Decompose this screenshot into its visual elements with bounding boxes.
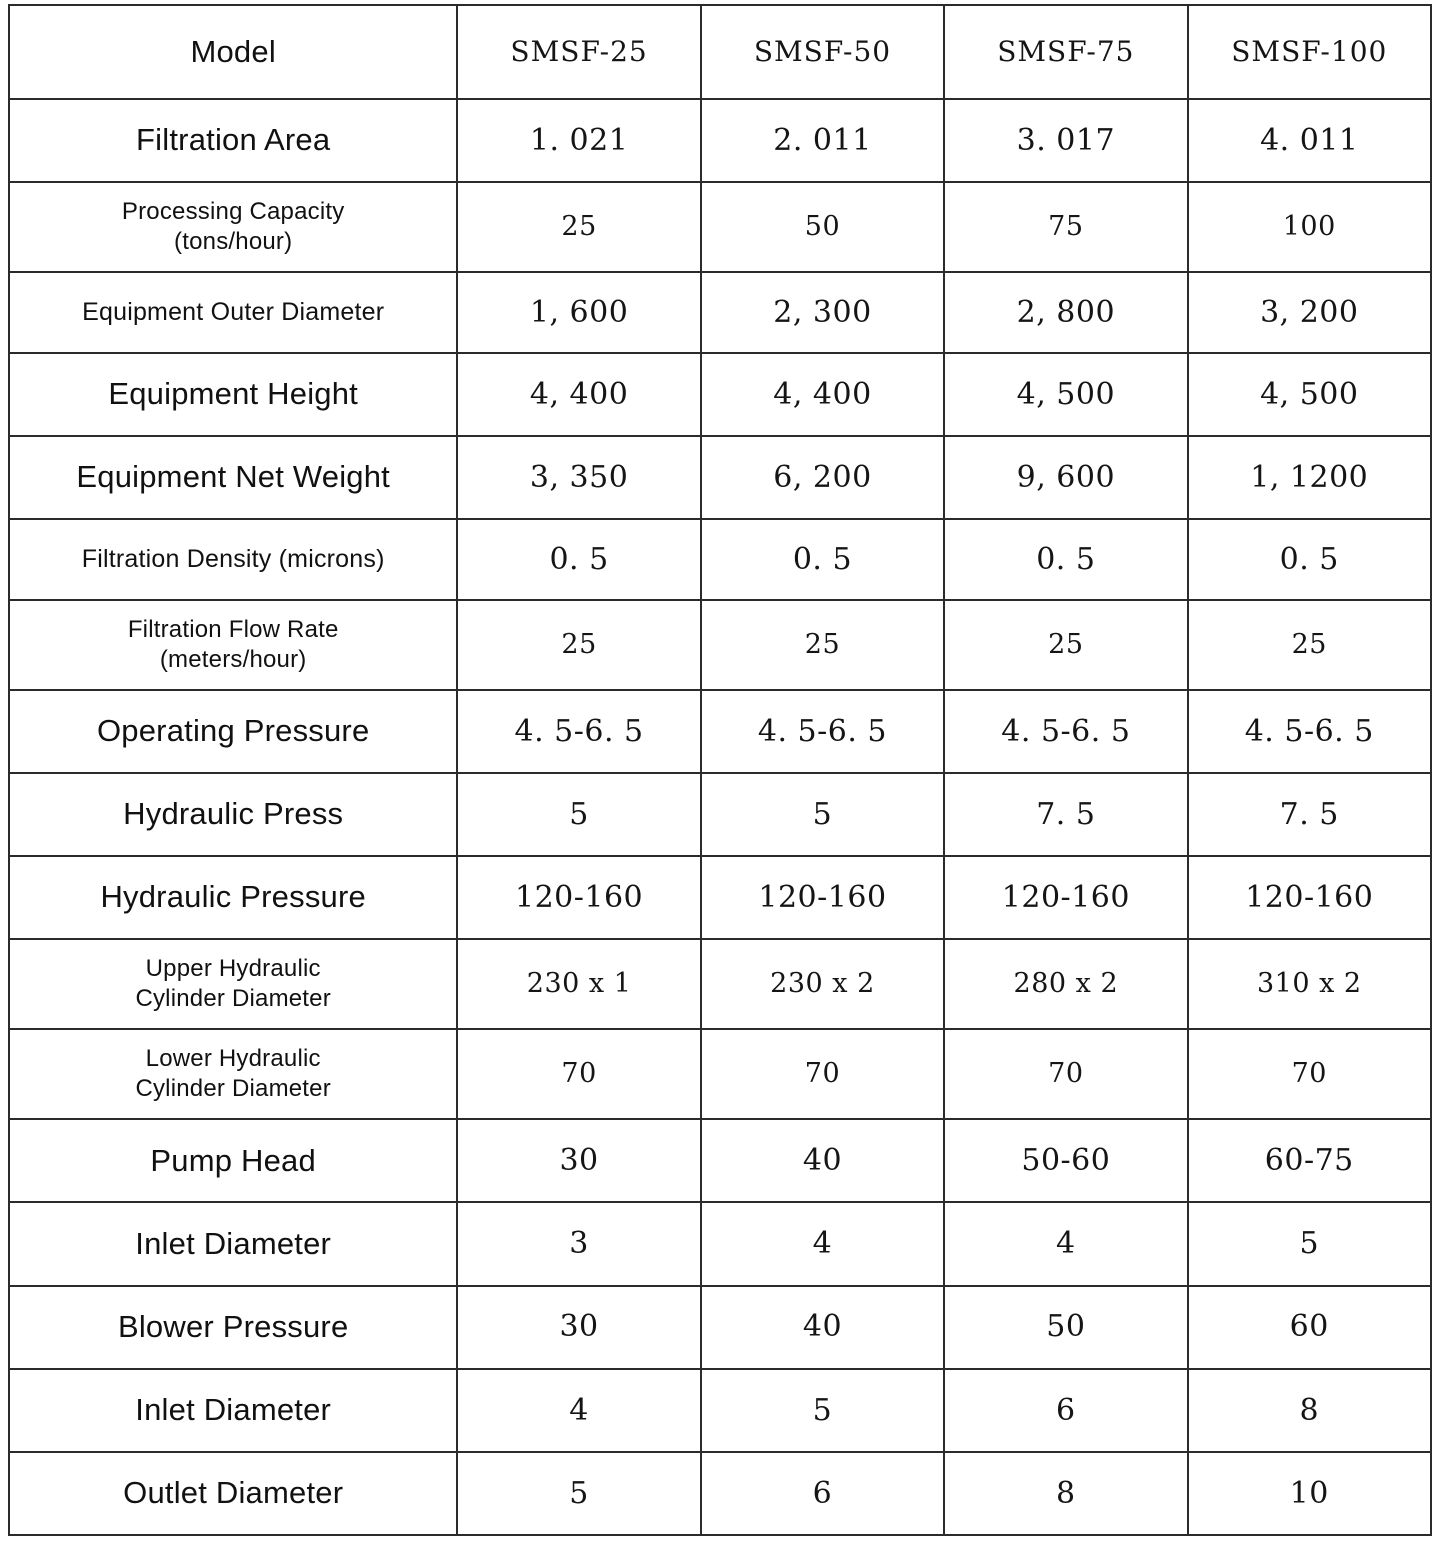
specification-table [8,4,1432,1536]
table-cell: 1, 600 [457,272,700,353]
table-cell: 10 [1188,1452,1431,1535]
table-row [9,1452,1431,1535]
table-cell: 60 [1188,1286,1431,1369]
row-label [9,773,457,856]
row-label [9,1202,457,1285]
table-cell: 2. 011 [701,99,944,182]
table-row [9,272,1431,353]
table-cell: 4, 500 [1188,353,1431,436]
row-label [9,1369,457,1452]
table-cell: 280 x 2 [944,939,1187,1029]
row-label [9,1029,457,1119]
table-cell: 50 [944,1286,1187,1369]
row-label-line: Equipment Outer Diameter [82,297,385,326]
table-cell: 50 [701,182,944,272]
table-cell: 120-160 [701,856,944,939]
table-cell: 30 [457,1119,700,1202]
table-cell: 0. 5 [457,519,700,600]
row-label [9,1452,457,1535]
row-label [9,353,457,436]
column-header-model [9,5,457,99]
table-cell: 4 [457,1369,700,1452]
row-label-line: Hydraulic Press [123,796,344,832]
row-label-line: Cylinder Diameter [135,985,331,1013]
row-label-line: Inlet Diameter [135,1391,332,1427]
table-cell: 0. 5 [944,519,1187,600]
table-cell: 25 [1188,600,1431,690]
column-header-model-variant: SMSF-25 [457,5,700,99]
table-cell: 25 [944,600,1187,690]
table-cell: 75 [944,182,1187,272]
table-row [9,939,1431,1029]
row-label-line: Blower Pressure [117,1308,349,1344]
table-cell: 4, 400 [701,353,944,436]
table-cell: 4. 5-6. 5 [457,690,700,773]
table-row [9,856,1431,939]
table-row [9,99,1431,182]
table-row [9,773,1431,856]
table-cell: 3, 200 [1188,272,1431,353]
row-label-line: Equipment Height [108,376,358,412]
table-cell: 8 [944,1452,1187,1535]
row-label-line: Hydraulic Pressure [100,879,366,915]
table-cell: 230 x 2 [701,939,944,1029]
row-label-line: Cylinder Diameter [135,1075,331,1103]
table-header-row [9,5,1431,99]
row-label [9,600,457,690]
table-row [9,1119,1431,1202]
table-cell: 25 [701,600,944,690]
table-row [9,436,1431,519]
table-row [9,1029,1431,1119]
table-cell: 25 [457,182,700,272]
table-cell: 70 [457,1029,700,1119]
table-cell: 9, 600 [944,436,1187,519]
row-label [9,939,457,1029]
row-label-line: Inlet Diameter [135,1225,332,1261]
row-label [9,690,457,773]
row-label [9,1119,457,1202]
table-cell: 0. 5 [701,519,944,600]
column-header-model-variant: SMSF-100 [1188,5,1431,99]
column-header-model-variant: SMSF-75 [944,5,1187,99]
row-label-line: Outlet Diameter [123,1475,344,1511]
row-label [9,272,457,353]
table-cell: 100 [1188,182,1431,272]
row-label-line: Filtration Density (microns) [81,544,385,573]
row-label [9,436,457,519]
table-cell: 230 x 1 [457,939,700,1029]
table-cell: 5 [701,773,944,856]
row-label-line: Lower Hydraulic [145,1045,321,1073]
table-row [9,1369,1431,1452]
table-row [9,182,1431,272]
table-cell: 70 [1188,1029,1431,1119]
table-cell: 5 [457,773,700,856]
row-label [9,99,457,182]
row-label-line: Model [190,33,276,69]
table-cell: 4. 5-6. 5 [701,690,944,773]
table-cell: 4. 011 [1188,99,1431,182]
row-label-line: Pump Head [150,1142,316,1178]
table-cell: 2, 800 [944,272,1187,353]
table-row [9,1202,1431,1285]
table-row [9,353,1431,436]
column-header-model-variant: SMSF-50 [701,5,944,99]
row-label-line: Operating Pressure [96,713,370,749]
table-cell: 7. 5 [944,773,1187,856]
table-cell: 25 [457,600,700,690]
row-label-line: Filtration Area [136,122,331,158]
table-cell: 2, 300 [701,272,944,353]
table-row [9,600,1431,690]
table-cell: 40 [701,1119,944,1202]
table-cell: 0. 5 [1188,519,1431,600]
table-cell: 30 [457,1286,700,1369]
table-cell: 4, 400 [457,353,700,436]
table-cell: 1, 1200 [1188,436,1431,519]
table-cell: 310 x 2 [1188,939,1431,1029]
table-cell: 40 [701,1286,944,1369]
table-row [9,690,1431,773]
table-cell: 60-75 [1188,1119,1431,1202]
table-cell: 4 [944,1202,1187,1285]
table-cell: 70 [701,1029,944,1119]
row-label [9,182,457,272]
table-cell: 5 [1188,1202,1431,1285]
table-cell: 6 [944,1369,1187,1452]
row-label [9,519,457,600]
table-cell: 3. 017 [944,99,1187,182]
table-cell: 6 [701,1452,944,1535]
table-cell: 50-60 [944,1119,1187,1202]
row-label-line: (meters/hour) [159,645,307,673]
table-cell: 6, 200 [701,436,944,519]
row-label-line: Upper Hydraulic [145,955,321,983]
table-cell: 4. 5-6. 5 [1188,690,1431,773]
table-cell: 8 [1188,1369,1431,1452]
table-body [9,5,1431,1535]
table-cell: 3 [457,1202,700,1285]
row-label-line: Filtration Flow Rate [127,615,339,643]
table-cell: 4, 500 [944,353,1187,436]
table-cell: 120-160 [944,856,1187,939]
row-label-line: Processing Capacity [121,198,345,226]
table-cell: 4. 5-6. 5 [944,690,1187,773]
table-row [9,519,1431,600]
table-cell: 70 [944,1029,1187,1119]
table-cell: 1. 021 [457,99,700,182]
row-label [9,856,457,939]
table-cell: 3, 350 [457,436,700,519]
table-cell: 120-160 [1188,856,1431,939]
table-cell: 5 [701,1369,944,1452]
row-label [9,1286,457,1369]
table-cell: 5 [457,1452,700,1535]
table-row [9,1286,1431,1369]
row-label-line: (tons/hour) [174,228,293,256]
row-label-line: Equipment Net Weight [76,459,390,495]
table-cell: 4 [701,1202,944,1285]
table-cell: 120-160 [457,856,700,939]
table-cell: 7. 5 [1188,773,1431,856]
